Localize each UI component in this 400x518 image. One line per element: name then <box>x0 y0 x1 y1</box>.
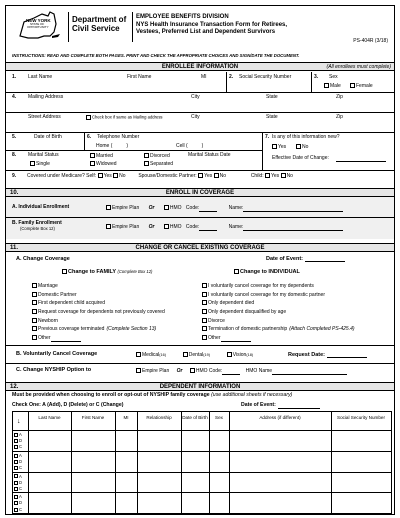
zip2-label: Zip <box>336 114 343 120</box>
is-new-label: Is any of this information new? <box>272 134 340 140</box>
vision-code: (18) <box>246 352 254 357</box>
individual-reason-label: Only dependent died <box>208 300 255 307</box>
family-other-field[interactable] <box>51 337 81 342</box>
change-option-row <box>136 368 347 375</box>
yes-label: Yes <box>278 143 287 150</box>
dependent-col-header: Relationship <box>146 415 172 420</box>
individual-reason-label: Termination of domestic partnership <box>208 326 288 333</box>
individual-hmo-name-field[interactable] <box>243 207 343 212</box>
field-num-7: 7. <box>265 134 270 140</box>
family-reason-item[interactable] <box>32 292 192 301</box>
dependent-action-letter: D <box>19 458 23 464</box>
marital-separated[interactable] <box>144 161 173 168</box>
division: EMPLOYEE BENEFITS DIVISION <box>136 14 229 20</box>
female-checkbox[interactable] <box>350 83 355 88</box>
enrollee-note: (All enrollees must complete) <box>326 64 391 70</box>
family-reason-label: Previous coverage terminated <box>38 326 105 333</box>
dependent-action-option[interactable] <box>14 453 22 458</box>
info-new-no[interactable] <box>296 144 308 151</box>
dependent-action-checkbox[interactable] <box>14 466 18 470</box>
spouse-yes-checkbox[interactable] <box>198 173 203 178</box>
individual-reason-label: Divorce <box>208 317 225 324</box>
dependent-action-checkbox[interactable] <box>14 460 18 464</box>
yes2-label: Yes <box>103 172 112 179</box>
family-reason-checkbox[interactable] <box>32 283 37 288</box>
dependent-must-note: (use additional sheets if necessary) <box>211 392 293 398</box>
marital-status-label: Marital Status <box>28 152 59 158</box>
or-label: Or <box>148 204 155 211</box>
individual-reason-checkbox[interactable] <box>202 300 207 305</box>
self-yes-checkbox[interactable] <box>98 173 103 178</box>
family-reason-label: Domestic Partner <box>38 291 77 298</box>
individual-reason-checkbox[interactable] <box>202 335 207 340</box>
family-reason-item[interactable] <box>32 318 192 327</box>
vision-checkbox[interactable] <box>227 352 232 357</box>
individual-reason-item[interactable] <box>202 335 392 344</box>
dependent-col-header: Sex <box>215 415 223 420</box>
family-enrollment-label: B. Family Enrollment <box>12 220 62 226</box>
sex-label: Sex <box>329 74 338 80</box>
single-label: Single <box>36 160 50 167</box>
info-new-yes-checkbox[interactable] <box>272 144 277 149</box>
medical-checkbox[interactable] <box>136 352 141 357</box>
dependent-col-header: First Name <box>81 415 105 420</box>
family-reason-item[interactable] <box>32 335 192 344</box>
dependent-must-label: Must be provided when choosing to enroll or opt-out of NYSHIP family coverage <box>12 392 210 398</box>
cell-label: Cell ( <box>176 143 188 149</box>
individual-empire-checkbox[interactable] <box>106 205 111 210</box>
individual-reason-checkbox[interactable] <box>202 283 207 288</box>
family-code-field[interactable] <box>199 226 217 231</box>
dependent-action-letter: A <box>19 473 22 479</box>
family-reason-checkbox[interactable] <box>32 292 37 297</box>
dental-code: (19) <box>203 352 210 357</box>
individual-other-field[interactable] <box>221 337 251 342</box>
field-num-4: 4. <box>12 94 17 100</box>
male-checkbox[interactable] <box>324 83 329 88</box>
dependent-bar <box>6 382 394 391</box>
home-close: ) <box>126 143 129 149</box>
yes4-label: Yes <box>271 172 280 179</box>
spouse-label: Spouse/Domestic Partner: <box>138 172 197 179</box>
family-reason-checkbox[interactable] <box>32 318 37 323</box>
dependent-action-letter: C <box>19 465 23 471</box>
form-title-2: Vestees, Preferred List and Dependent Survivors <box>136 29 276 35</box>
city2-label: City <box>191 114 200 120</box>
medical-code: (16) <box>159 352 166 357</box>
dept-line1: Department of <box>72 15 127 24</box>
info-new-yes[interactable] <box>272 144 286 151</box>
to-individual-label: Change to INDIVIDUAL <box>240 269 300 275</box>
cell-close: ) <box>201 143 204 149</box>
option-hmo-name-label: HMO Name <box>245 367 273 374</box>
individual-reason-item[interactable] <box>202 309 392 318</box>
family-reason-checkbox[interactable] <box>32 300 37 305</box>
family-reason-item[interactable] <box>32 309 192 318</box>
field-num-10: 10. <box>10 190 19 196</box>
vision-label: Vision <box>232 351 247 358</box>
dependent-col-header: Social Security Number <box>337 415 385 420</box>
dependent-action-option[interactable] <box>14 500 22 505</box>
family-reason-checkbox[interactable] <box>32 326 37 331</box>
hmo-label: HMO <box>169 204 182 211</box>
individual-reason-label: I voluntarily cancel coverage for my dependents <box>208 282 314 289</box>
option-hmo-name-field[interactable] <box>272 370 347 375</box>
field-num-1: 1. <box>12 74 17 80</box>
field-num-12: 12. <box>10 384 19 390</box>
request-date[interactable] <box>288 352 367 358</box>
phone-label: Telephone Number <box>97 134 140 140</box>
dependent-action-checkbox[interactable] <box>14 501 18 505</box>
individual-reason-note: (Attach Completed PS-425.4) <box>289 326 355 333</box>
no2-label: No <box>119 172 126 179</box>
child-label: Child: <box>250 172 264 179</box>
cancel-options <box>136 352 253 359</box>
no3-label: No <box>219 172 227 179</box>
dependent-action-letter: D <box>19 438 23 444</box>
marital-date-label: Marital Status Date <box>188 152 231 158</box>
empire-label: Empire Plan <box>112 223 140 230</box>
married-label: Married <box>96 152 113 159</box>
dependent-col-header: Date of Birth <box>182 415 208 420</box>
effective-date-label: Effective Date of Change: <box>272 155 329 161</box>
state-label: State <box>266 94 278 100</box>
option-empire-label: Empire Plan <box>142 367 170 374</box>
same-as-label: Check box if same as Mailing address <box>92 114 163 120</box>
child-yes-checkbox[interactable] <box>265 173 270 178</box>
field-num-2: 2. <box>229 74 234 80</box>
dependent-action-checkbox[interactable] <box>14 445 18 449</box>
self-label: Self: <box>86 172 97 179</box>
change-option-label: C. Change NYSHIP Option to <box>16 367 92 373</box>
dependent-action-letter: A <box>19 452 22 458</box>
same-as-mailing-checkbox[interactable] <box>86 115 91 120</box>
info-new-no-checkbox[interactable] <box>296 144 301 149</box>
logo-sub2: OPPORTUNITY <box>27 25 49 29</box>
enroll-bar <box>6 188 394 197</box>
to-family-label: Change to FAMILY <box>68 269 116 275</box>
family-hmo-name-field[interactable] <box>243 226 343 231</box>
field-num-8: 8. <box>12 152 17 158</box>
instructions: INSTRUCTIONS: READ AND COMPLETE BOTH PAGES. PRINT AND CHECK THE APPROPRIATE CHOICES AND SIGN/DATE THE DOCUMENT. <box>12 53 300 58</box>
self-no-checkbox[interactable] <box>113 173 118 178</box>
home-label: Home ( <box>96 143 113 149</box>
individual-reason-label: Other <box>208 334 221 341</box>
change-to-family[interactable] <box>62 269 152 275</box>
mailing-address-label: Mailing Address <box>28 94 64 100</box>
last-name-label: Last Name <box>28 74 53 80</box>
dependent-col-header: Last Name <box>38 415 61 420</box>
dependent-action-option[interactable] <box>14 486 22 491</box>
dependent-action-option[interactable] <box>14 459 22 464</box>
zip-label: Zip <box>336 94 343 100</box>
dependent-action-option[interactable] <box>14 480 22 485</box>
code-label: Code: <box>185 204 200 211</box>
dependent-action-checkbox[interactable] <box>14 474 18 478</box>
dependent-action-checkbox[interactable] <box>14 439 18 443</box>
dependent-action-option[interactable] <box>14 465 22 470</box>
empire-label: Empire Plan <box>112 204 140 211</box>
enroll-title: ENROLL IN COVERAGE <box>165 190 235 196</box>
form-title-1: NYS Health Insurance Transaction Form for Retirees, <box>136 22 288 28</box>
family-reasons-list <box>32 283 192 344</box>
or-label: Or <box>148 223 155 230</box>
dependent-action-checkbox[interactable] <box>14 433 18 437</box>
marital-single[interactable] <box>30 161 50 168</box>
arrow-down-icon: ↓ <box>17 418 21 425</box>
family-reason-item[interactable] <box>32 300 192 309</box>
child-no-checkbox[interactable] <box>281 173 286 178</box>
family-reason-label: First dependent child acquired <box>38 300 105 307</box>
ssn-label: Social Security Number <box>239 74 292 80</box>
individual-reason-item[interactable] <box>202 292 392 301</box>
enrollee-bar <box>6 62 394 71</box>
form-number: PS-404R (3/18) <box>353 38 388 44</box>
spouse-no-checkbox[interactable] <box>214 173 219 178</box>
family-hmo-checkbox[interactable] <box>164 224 169 229</box>
cancel-coverage-label: B. Voluntarily Cancel Coverage <box>16 351 98 357</box>
dental-label: Dental <box>188 351 204 358</box>
dependent-event-date[interactable] <box>241 403 320 409</box>
individual-reason-label: Only dependent disqualified by age <box>208 308 287 315</box>
no4-label: No <box>286 172 293 179</box>
dependent-action-option[interactable] <box>14 432 22 437</box>
name-label: Name: <box>228 204 244 211</box>
dependent-action-option[interactable] <box>14 507 22 512</box>
dependent-action-checkbox[interactable] <box>14 495 18 499</box>
field-num-11: 11. <box>10 245 19 251</box>
city-label: City <box>191 94 200 100</box>
dependent-action-letter: D <box>19 479 23 485</box>
dependent-action-checkbox[interactable] <box>14 487 18 491</box>
sex-female[interactable] <box>350 83 373 90</box>
male-label: Male <box>330 82 341 89</box>
no-label: No <box>302 143 309 150</box>
individual-code-field[interactable] <box>199 207 217 212</box>
dependent-action-letter: C <box>19 506 23 512</box>
street-address-label: Street Address <box>28 114 61 120</box>
individual-reason-item[interactable] <box>202 283 392 292</box>
change-to-individual[interactable] <box>234 269 300 275</box>
change-bar <box>6 243 394 252</box>
sex-male[interactable] <box>324 83 341 90</box>
option-or-label: Or <box>176 367 183 374</box>
dependent-action-letter: A <box>19 494 22 500</box>
dependent-action-checkbox[interactable] <box>14 508 18 512</box>
medicare-label: Covered under Medicare? <box>26 172 85 179</box>
change-event-date[interactable] <box>266 256 345 262</box>
first-name-label: First Name <box>127 74 152 80</box>
change-to-family-checkbox[interactable] <box>62 269 67 274</box>
dependent-action-checkbox[interactable] <box>14 481 18 485</box>
field-num-3: 3. <box>314 74 319 80</box>
marital-married[interactable] <box>90 153 113 160</box>
dob-label: Date of Birth <box>34 134 62 140</box>
change-title: CHANGE OR CANCEL EXISTING COVERAGE <box>135 245 265 251</box>
change-to-individual-checkbox[interactable] <box>234 269 239 274</box>
family-row <box>106 224 343 231</box>
dependent-col-header: MI <box>123 415 129 420</box>
individual-reasons-list <box>202 283 392 344</box>
family-enrollment-note: (Complete Box 12) <box>20 226 55 231</box>
field-num-9: 9. <box>12 172 17 179</box>
family-reason-item[interactable] <box>32 283 192 292</box>
code-label: Code: <box>185 223 200 230</box>
widowed-label: Widowed <box>96 160 117 167</box>
dependent-action-letter: C <box>19 444 23 450</box>
enrollee-title: ENROLLEE INFORMATION <box>161 64 239 70</box>
field-num-6: 6. <box>87 134 92 140</box>
individual-row <box>106 205 343 212</box>
dependent-must-row <box>12 393 292 399</box>
dependent-action-letter: C <box>19 485 23 491</box>
check-one-label: Check One: A (Add), D (Delete) or C (Change) <box>12 402 124 408</box>
individual-reason-checkbox[interactable] <box>202 326 207 331</box>
dependent-action-option[interactable] <box>14 474 22 479</box>
individual-hmo-checkbox[interactable] <box>164 205 169 210</box>
married-checkbox[interactable] <box>90 153 95 158</box>
dependent-action-option[interactable] <box>14 438 22 443</box>
logo-sub: STATE OF <box>30 22 45 26</box>
family-reason-note: (Complete Section 13) <box>106 326 157 333</box>
effective-date-line[interactable] <box>336 156 386 162</box>
dependent-col-header: Address (if different) <box>259 415 301 420</box>
family-reason-label: Request coverage for dependents not previously covered <box>38 308 165 315</box>
dependent-action-checkbox[interactable] <box>14 454 18 458</box>
individual-reason-checkbox[interactable] <box>202 309 207 314</box>
option-hmo-checkbox[interactable] <box>190 368 195 373</box>
state-logo <box>14 10 62 44</box>
mi-label: MI <box>201 74 207 80</box>
family-reason-label: Other <box>38 334 51 341</box>
medicare-row <box>12 173 293 180</box>
individual-enrollment-label: A. Individual Enrollment <box>12 204 70 210</box>
family-reason-checkbox[interactable] <box>32 309 37 314</box>
individual-reason-label: I voluntarily cancel coverage for my domestic partner <box>208 291 325 298</box>
dependent-action-option[interactable] <box>14 444 22 449</box>
dependent-table <box>12 411 392 514</box>
dependent-action-option[interactable] <box>14 494 22 499</box>
state2-label: State <box>266 114 278 120</box>
marital-divorced[interactable] <box>144 153 170 160</box>
divorced-checkbox[interactable] <box>144 153 149 158</box>
marital-widowed[interactable] <box>90 161 117 168</box>
family-reason-checkbox[interactable] <box>32 335 37 340</box>
name-label: Name: <box>228 223 244 230</box>
individual-reason-checkbox[interactable] <box>202 318 207 323</box>
medical-label: Medical <box>142 351 160 358</box>
family-reason-label: Marriage <box>38 282 58 289</box>
family-reason-label: Newborn <box>38 317 59 324</box>
field-num-5: 5. <box>12 134 17 140</box>
separated-checkbox[interactable] <box>144 161 149 166</box>
logo-state: NEW YORK <box>26 18 51 23</box>
separated-label: Separated <box>150 160 174 167</box>
event-date-label: Date of Event: <box>266 256 303 262</box>
individual-reason-item[interactable] <box>202 318 392 327</box>
dept-line2: Civil Service <box>72 24 120 33</box>
individual-reason-item[interactable] <box>202 300 392 309</box>
cell-phone[interactable] <box>176 144 203 150</box>
option-empire-checkbox[interactable] <box>136 368 141 373</box>
hmo-label: HMO <box>169 223 182 230</box>
change-coverage-label: A. Change Coverage <box>16 256 70 262</box>
form-page <box>5 5 395 515</box>
widowed-checkbox[interactable] <box>90 161 95 166</box>
option-hmo-code-label: HMO Code: <box>195 367 223 374</box>
individual-reason-item[interactable] <box>202 326 392 335</box>
dependent-action-letter: A <box>19 432 22 437</box>
dependent-title: DEPENDENT INFORMATION <box>159 384 241 390</box>
request-date-label: Request Date: <box>288 352 325 358</box>
female-label: Female <box>356 82 373 89</box>
yes3-label: Yes <box>204 172 213 179</box>
family-reason-item[interactable] <box>32 326 192 335</box>
to-family-note: (Complete Box 12) <box>117 269 153 274</box>
dependent-action-letter: D <box>19 500 23 506</box>
dependent-event-label: Date of Event: <box>241 402 276 409</box>
same-as-mailing[interactable] <box>86 115 163 120</box>
divorced-label: Divorced <box>150 152 170 159</box>
single-checkbox[interactable] <box>30 161 35 166</box>
option-hmo-code-field[interactable] <box>222 370 240 375</box>
family-empire-checkbox[interactable] <box>106 224 111 229</box>
dental-checkbox[interactable] <box>183 352 188 357</box>
individual-reason-checkbox[interactable] <box>202 292 207 297</box>
home-phone[interactable] <box>96 144 128 150</box>
